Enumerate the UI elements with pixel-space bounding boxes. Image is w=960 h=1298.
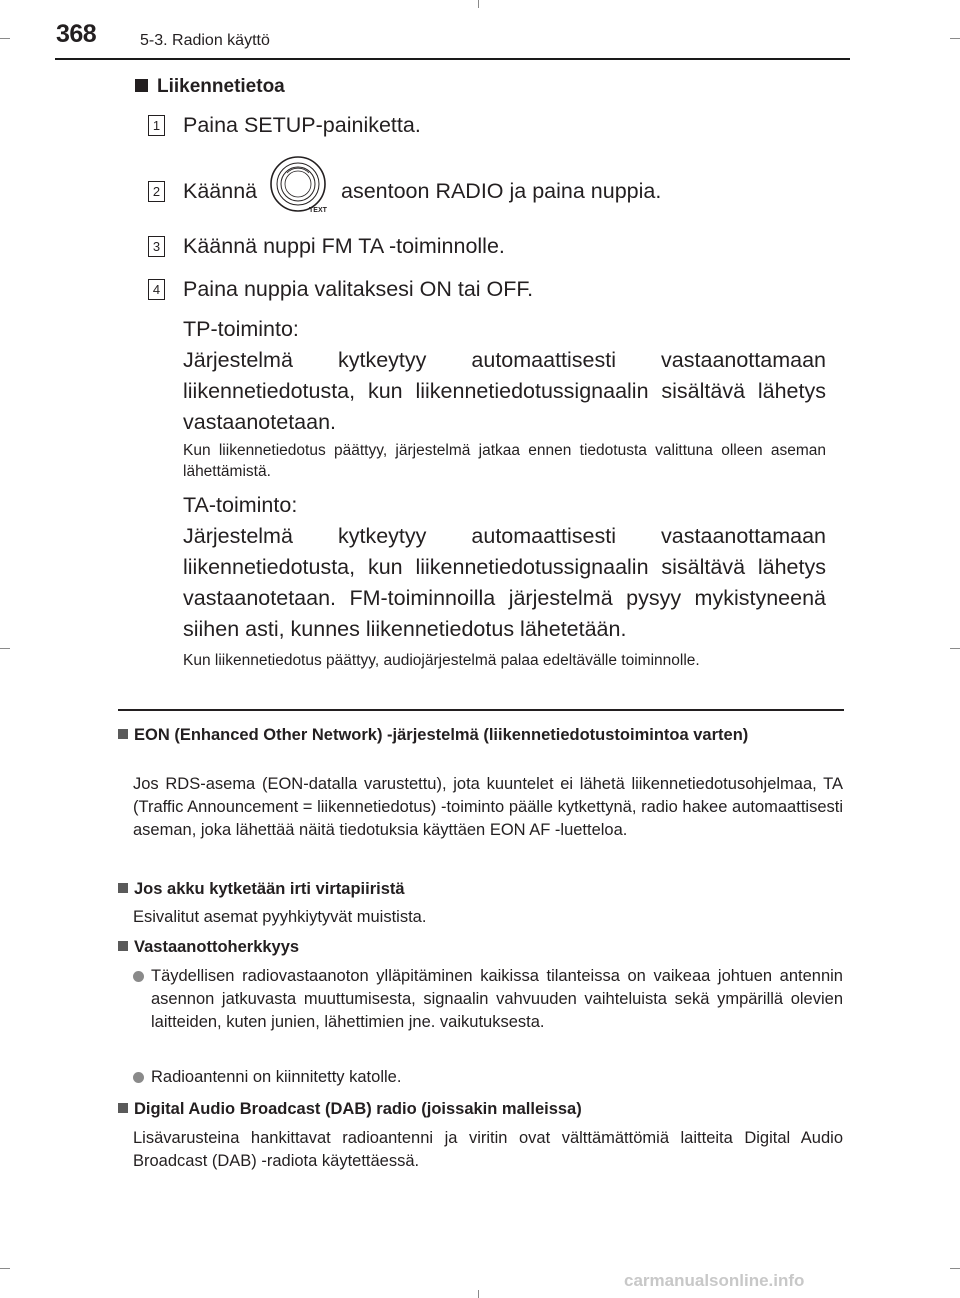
tp-text: Järjestelmä kytkeytyy automaattisesti vastaanottamaan liikennetiedotusta, kun liikennetiedotussignaalin sisältävä lähetys vastaanotetaan. xyxy=(183,348,826,434)
ta-note: Kun liikennetiedotus päättyy, audiojärjestelmä palaa edeltävälle toiminnolle. xyxy=(183,652,700,669)
crop-mark xyxy=(478,1290,479,1298)
step-text: Käännä nuppi FM TA -toiminnolle. xyxy=(183,234,505,258)
list-item-text: Radioantenni on kiinnitetty katolle. xyxy=(151,1068,402,1086)
square-bullet-icon xyxy=(118,941,128,951)
step-number: 4 xyxy=(148,279,165,300)
section-title xyxy=(135,76,285,98)
square-bullet-icon xyxy=(135,79,148,92)
note-body: Jos RDS-asema (EON-datalla varustettu), jota kuuntelet ei lähetä liikennetiedotusohjelmaa, TA (Traffic Announcement = liikennetiedotus) -toiminto päälle kytkettynä, radio hakee automaattisesti aseman, joka lähettää näitä tiedotuksia käyttäen EON AF -luetteloa. xyxy=(133,775,843,839)
step-text-after: asentoon RADIO ja paina nuppia. xyxy=(341,179,662,203)
watermark: carmanualsonline.info xyxy=(624,1271,805,1290)
list-item xyxy=(133,965,843,1034)
crop-mark xyxy=(950,1268,960,1269)
crop-mark xyxy=(0,38,10,39)
chapter-title: 5-3. Radion käyttö xyxy=(140,32,270,49)
list-item-text: Täydellisen radiovastaanoton ylläpitäminen kaikissa tilanteissa on vaikeaa johtuen antennin asennon jatkuvasta muuttumisesta, signaalin vahvuuden vaihteluista sekä ympärillä olevien laitteiden, kuten junien, lähettimien jne. vaikutuksesta. xyxy=(151,967,843,1031)
section-title-text: Liikennetietoa xyxy=(157,76,285,97)
note-title-text: Vastaanottoherkkyys xyxy=(134,938,300,956)
note-title-text: Digital Audio Broadcast (DAB) radio (joissakin malleissa) xyxy=(134,1100,582,1118)
list-item xyxy=(133,1066,843,1089)
step-text: Paina SETUP-painiketta. xyxy=(183,113,421,137)
crop-mark xyxy=(950,38,960,39)
page-number: 368 xyxy=(56,20,97,48)
note-title xyxy=(118,936,846,959)
square-bullet-icon xyxy=(118,883,128,893)
note-body: Esivalitut asemat pyyhkiytyvät muistista. xyxy=(133,908,427,926)
round-bullet-icon xyxy=(133,971,144,982)
crop-mark xyxy=(0,1268,10,1269)
knob-label: TEXT xyxy=(309,207,327,214)
step-number: 2 xyxy=(148,181,165,202)
crop-mark xyxy=(950,648,960,649)
round-bullet-icon xyxy=(133,1072,144,1083)
note-title xyxy=(118,878,846,901)
ta-text: Järjestelmä kytkeytyy automaattisesti vastaanottamaan liikennetiedotusta, kun liikennetiedotussignaalin sisältävä lähetys vastaanotetaan. FM-toiminnoilla järjestelmä pysyy mykistyneenä siihen asti, kunnes liikennetiedotus lähetetään. xyxy=(183,524,826,641)
tp-note: Kun liikennetiedotus päättyy, järjestelmä jatkaa ennen tiedotusta valittuna olleen aseman lähettämistä. xyxy=(183,442,826,480)
step-text-before: Käännä xyxy=(183,179,258,203)
step-number: 3 xyxy=(148,236,165,257)
step-text: Paina nuppia valitaksesi ON tai OFF. xyxy=(183,277,534,301)
square-bullet-icon xyxy=(118,1103,128,1113)
ta-title: TA-toiminto: xyxy=(183,493,298,517)
tune-knob-icon xyxy=(269,153,331,217)
note-body: Lisävarusteina hankittavat radioantenni ja viritin ovat välttämättömiä laitteita Digital Audio Broadcast (DAB) -radiota käytettäessä. xyxy=(133,1129,843,1170)
square-bullet-icon xyxy=(118,729,128,739)
note-title xyxy=(118,1098,846,1121)
crop-mark xyxy=(478,0,479,8)
step-number: 1 xyxy=(148,115,165,136)
crop-mark xyxy=(0,648,10,649)
note-title-text: Jos akku kytketään irti virtapiiristä xyxy=(134,880,405,898)
section-divider xyxy=(118,709,844,711)
tp-title: TP-toiminto: xyxy=(183,317,299,341)
header-rule xyxy=(55,58,850,60)
note-title xyxy=(118,724,846,747)
note-title-text: EON (Enhanced Other Network) -järjestelmä (liikennetiedotustoimintoa varten) xyxy=(134,726,749,744)
